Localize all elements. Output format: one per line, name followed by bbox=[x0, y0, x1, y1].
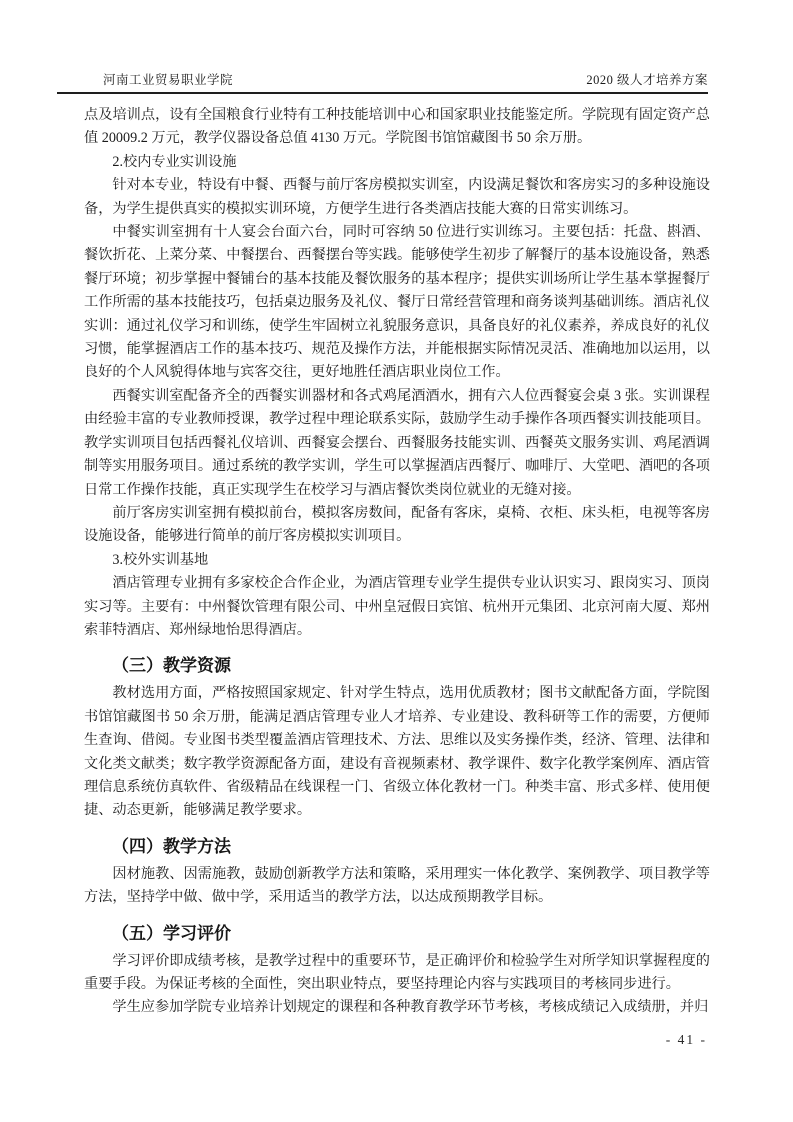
paragraph: 因材施教、因需施教，鼓励创新教学方法和策略，采用理实一体化教学、案例教学、项目教学等方法，坚持学中做、做中学，采用适当的教学方法，以达成预期教学目标。 bbox=[84, 865, 710, 906]
subheading: 2.校内专业实训设施 bbox=[112, 153, 237, 170]
paragraph: 学习评价即成绩考核，是教学过程中的重要环节，是正确评价和检验学生对所学知识掌握程度的重要手段。为保证考核的全面性，突出职业特点，要坚持理论内容与实践项目的考核同步进行。 bbox=[84, 952, 710, 992]
paragraph: 西餐实训室配备齐全的西餐实训器材和各式鸡尾酒酒水，拥有六人位西餐宴会桌 3 张。实训课程由经验丰富的专业教师授课，教学过程中理论联系实际，鼓励学生动手操作各项西餐实训技能项目。教学实训项目包括西餐礼仪培训、西餐宴会摆台、西餐服务技能实训、西餐英文服务实训、鸡尾酒调制等实用服务项目。通过系统的教学实训，学生可以掌握酒店西餐厅、咖啡厅、大堂吧、酒吧的各项日常工作操作技能，真正实现学生在校学习与酒店餐饮类岗位就业的无缝对接。 bbox=[84, 387, 710, 498]
section-heading: （五）学习评价 bbox=[112, 923, 232, 943]
section-heading: （四）教学方法 bbox=[112, 836, 232, 856]
paragraph: 酒店管理专业拥有多家校企合作企业，为酒店管理专业学生提供专业认识实习、跟岗实习、顶岗实习等。主要有：中州餐饮管理有限公司、中州皇冠假日宾馆、杭州开元集团、北京河南大厦、郑州索菲特酒店、郑州绿地怡思得酒店。 bbox=[84, 575, 710, 638]
section-heading: （三）教学资源 bbox=[112, 656, 232, 676]
header-school-name: 河南工业贸易职业学院 bbox=[103, 73, 234, 87]
page-footer bbox=[84, 1032, 707, 1048]
paragraph: 中餐实训室拥有十人宴会台面六台，同时可容纳 50 位进行实训练习。主要包括：托盘、斟酒、餐饮折花、上菜分菜、中餐摆台、西餐摆台等实践。能够使学生初步了解餐厅的基本设施设备，熟悉餐厅环境；初步掌握中餐铺台的基本技能及餐饮服务的基本程序；提供实训场所让学生基本掌握餐厅工作所需的基本技能技巧，包括桌边服务及礼仪、餐厅日常经营管理和商务谈判基础训练。酒店礼仪实训：通过礼仪学习和训练，使学生牢固树立礼貌服务意识，具备良好的礼仪素养，养成良好的礼仪习惯，能掌握酒店工作的基本技巧、规范及操作方法，并能根据实际情况灵活、准确地加以运用，以良好的个人风貌得体地与宾客交往，更好地胜任酒店职业岗位工作。 bbox=[84, 224, 710, 381]
page-number: - 41 - bbox=[665, 1032, 707, 1047]
paragraph: 针对本专业，特设有中餐、西餐与前厅客房模拟实训室，内设满足餐饮和客房实习的多种设施设备，为学生提供真实的模拟实训环境，方便学生进行各类酒店技能大赛的日常实训练习。 bbox=[84, 177, 710, 217]
page-header bbox=[57, 72, 708, 94]
paragraph: 点及培训点，设有全国粮食行业特有工种技能培训中心和国家职业技能鉴定所。学院现有固定资产总值 20009.2 万元，教学仪器设备总值 4130 万元。学院图书馆馆藏图书 50 余万册。 bbox=[84, 107, 710, 147]
paragraph: 学生应参加学院专业培养计划规定的课程和各种教育教学环节考核，考核成绩记入成绩册，并归 bbox=[112, 999, 709, 1016]
paragraph: 前厅客房实训室拥有模拟前台，模拟客房数间，配备有客床，桌椅、衣柜、床头柜，电视等客房设施设备，能够进行简单的前厅客房模拟实训项目。 bbox=[84, 504, 710, 545]
header-document-title: 2020 级人才培养方案 bbox=[586, 73, 708, 87]
document-body bbox=[84, 104, 710, 1020]
paragraph: 教材选用方面，严格按照国家规定、针对学生特点，选用优质教材；图书文献配备方面，学院图书馆馆藏图书 50 余万册，能满足酒店管理专业人才培养、专业建设、教科研等工作的需要，方便师生查询、借阅。专业图书类型覆盖酒店管理技术、方法、思维以及实务操作类，经济、管理、法律和文化类文献类；数字教学资源配备方面，建设有音视频素材、教学课件、数字化教学案例库、酒店管理信息系统仿真软件、省级精品在线课程一门、省级立体化教材一门。种类丰富、形式多样、使用便捷、动态更新，能够满足教学要求。 bbox=[84, 685, 710, 819]
subheading: 3.校外实训基地 bbox=[112, 551, 209, 568]
